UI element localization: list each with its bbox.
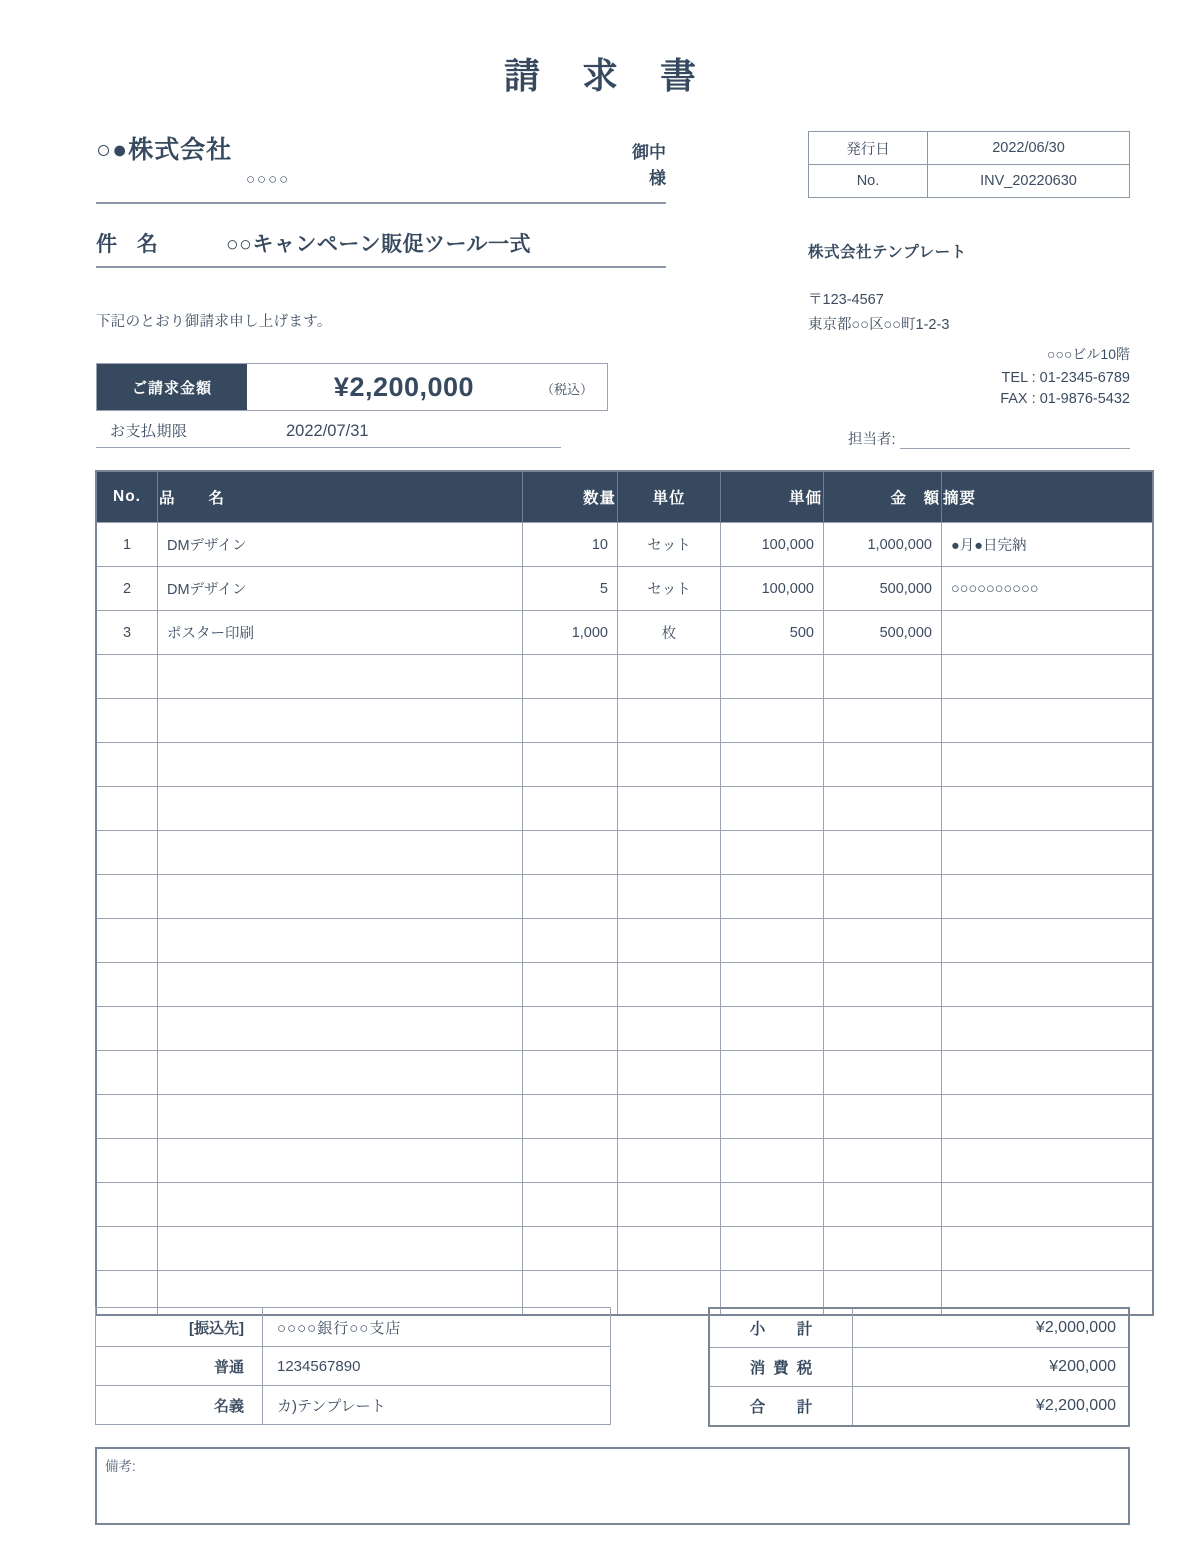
cell-price[interactable] (721, 875, 824, 919)
subject-label: 件 名 (96, 233, 165, 256)
cell-unit[interactable]: セット (618, 567, 721, 611)
cell-price[interactable]: 100,000 (721, 567, 824, 611)
recipient-company-name: ○●株式会社 (96, 136, 233, 164)
invoice-number-label: No. (809, 165, 928, 198)
payment-due-value: 2022/07/31 (286, 422, 369, 440)
cell-no[interactable] (96, 655, 158, 699)
cell-price[interactable] (721, 1007, 824, 1051)
billing-amount-label: ご請求金額 (97, 364, 247, 410)
cell-no[interactable] (96, 743, 158, 787)
cell-no[interactable] (96, 1139, 158, 1183)
cell-qty[interactable]: 1,000 (523, 611, 618, 655)
total-value: ¥2,000,000 (853, 1308, 1130, 1348)
cell-qty[interactable]: 10 (523, 523, 618, 567)
person-in-charge-label: 担当者: (848, 432, 896, 448)
bank-field-label: 名義 (96, 1386, 263, 1425)
cell-note[interactable] (942, 611, 1154, 655)
cell-unit[interactable] (618, 1095, 721, 1139)
cell-name[interactable]: ポスター印刷 (158, 611, 523, 655)
cell-price[interactable]: 100,000 (721, 523, 824, 567)
table-row (96, 523, 1153, 567)
cell-unit[interactable] (618, 1183, 721, 1227)
cell-qty[interactable] (523, 743, 618, 787)
cell-no[interactable] (96, 1051, 158, 1095)
table-row (96, 1386, 611, 1425)
cell-unit[interactable] (618, 787, 721, 831)
column-header-name: 品 名 (158, 471, 523, 523)
remarks-label: 備考: (105, 1459, 136, 1474)
cell-amount[interactable]: 500,000 (824, 567, 942, 611)
table-row (96, 919, 1153, 963)
cell-amount[interactable] (824, 963, 942, 1007)
recipient-company-honorific: 御中 (632, 143, 666, 162)
table-row (709, 1308, 1129, 1348)
cell-unit[interactable] (618, 831, 721, 875)
subject-value: ○○キャンペーン販促ツール一式 (226, 233, 532, 256)
issue-meta-table (808, 131, 1130, 198)
cell-unit[interactable] (618, 1227, 721, 1271)
cell-amount[interactable]: 500,000 (824, 611, 942, 655)
cell-qty[interactable] (523, 831, 618, 875)
issuer-postal-code: 〒123-4567 (808, 292, 884, 308)
table-row (96, 743, 1153, 787)
total-value: ¥200,000 (853, 1348, 1130, 1387)
cell-qty[interactable] (523, 655, 618, 699)
table-row (709, 1387, 1129, 1427)
cell-unit[interactable] (618, 963, 721, 1007)
total-label: 消費税 (709, 1348, 853, 1387)
cell-name[interactable] (158, 963, 523, 1007)
total-value: ¥2,200,000 (853, 1387, 1130, 1427)
cell-note[interactable] (942, 875, 1154, 919)
cell-no[interactable] (96, 919, 158, 963)
subject-row (96, 228, 666, 268)
issuer-address-line1: 東京都○○区○○町1-2-3 (808, 317, 950, 333)
cell-no[interactable]: 3 (96, 611, 158, 655)
bank-field-label: [振込先] (96, 1308, 263, 1347)
cell-unit[interactable] (618, 1007, 721, 1051)
bank-field-label: 普通 (96, 1347, 263, 1386)
table-row (709, 1348, 1129, 1387)
cell-name[interactable] (158, 655, 523, 699)
bank-transfer-box (95, 1307, 611, 1425)
statement-text: 下記のとおり御請求申し上げます。 (96, 314, 332, 330)
cell-no[interactable]: 1 (96, 523, 158, 567)
cell-name[interactable]: DMデザイン (158, 567, 523, 611)
cell-no[interactable] (96, 1183, 158, 1227)
cell-note[interactable] (942, 1183, 1154, 1227)
cell-unit[interactable] (618, 1139, 721, 1183)
cell-unit[interactable]: 枚 (618, 611, 721, 655)
recipient-sub-name: ○○○○ (246, 171, 291, 188)
cell-name[interactable] (158, 831, 523, 875)
cell-amount[interactable] (824, 831, 942, 875)
column-header-qty: 数量 (523, 471, 618, 523)
cell-price[interactable] (721, 1183, 824, 1227)
column-header-price: 単価 (721, 471, 824, 523)
cell-qty[interactable] (523, 1139, 618, 1183)
cell-qty[interactable]: 5 (523, 567, 618, 611)
cell-price[interactable] (721, 1095, 824, 1139)
cell-note[interactable] (942, 1139, 1154, 1183)
issuer-telephone: TEL : 01-2345-6789 (1001, 370, 1130, 386)
cell-unit[interactable] (618, 1271, 721, 1315)
cell-price[interactable] (721, 1139, 824, 1183)
cell-amount[interactable] (824, 1227, 942, 1271)
person-in-charge-field[interactable] (900, 428, 1130, 449)
page-title: 請 求 書 (503, 55, 712, 96)
cell-price[interactable] (721, 1227, 824, 1271)
cell-unit[interactable] (618, 743, 721, 787)
table-row (96, 831, 1153, 875)
cell-qty[interactable] (523, 919, 618, 963)
column-header-no: No. (96, 471, 158, 523)
cell-unit[interactable] (618, 1051, 721, 1095)
issue-date-value: 2022/06/30 (928, 132, 1130, 165)
cell-no[interactable]: 2 (96, 567, 158, 611)
person-in-charge-row (848, 428, 1130, 449)
invoice-number-value: INV_20220630 (928, 165, 1130, 198)
cell-price[interactable] (721, 743, 824, 787)
cell-amount[interactable] (824, 1007, 942, 1051)
table-row (96, 1347, 611, 1386)
cell-price[interactable] (721, 1051, 824, 1095)
cell-name[interactable] (158, 875, 523, 919)
recipient-secondary-line (96, 164, 666, 204)
cell-price[interactable] (721, 919, 824, 963)
table-row (809, 165, 1130, 198)
totals-box (708, 1307, 1130, 1427)
cell-amount[interactable] (824, 1095, 942, 1139)
table-row (96, 1007, 1153, 1051)
cell-name[interactable] (158, 1051, 523, 1095)
column-header-note: 摘要 (942, 471, 1154, 523)
cell-amount[interactable] (824, 1183, 942, 1227)
table-row (96, 1051, 1153, 1095)
cell-price[interactable] (721, 699, 824, 743)
bank-field-value[interactable]: カ)テンプレート (263, 1386, 611, 1425)
table-row (96, 1183, 1153, 1227)
cell-amount[interactable] (824, 655, 942, 699)
issuer-fax: FAX : 01-9876-5432 (1000, 391, 1130, 407)
billing-tax-note: （税込） (540, 382, 593, 397)
issuer-block (808, 240, 1130, 407)
cell-amount[interactable] (824, 787, 942, 831)
cell-note[interactable] (942, 1227, 1154, 1271)
table-row (96, 1095, 1153, 1139)
cell-qty[interactable] (523, 1051, 618, 1095)
cell-name[interactable] (158, 1183, 523, 1227)
cell-amount[interactable] (824, 1139, 942, 1183)
table-row (96, 963, 1153, 1007)
billing-amount-box (96, 363, 608, 411)
payment-due-row (96, 420, 561, 448)
cell-name[interactable] (158, 1227, 523, 1271)
cell-no[interactable] (96, 831, 158, 875)
remarks-box[interactable] (95, 1447, 1130, 1525)
cell-unit[interactable] (618, 919, 721, 963)
cell-qty[interactable] (523, 1007, 618, 1051)
cell-no[interactable] (96, 787, 158, 831)
cell-name[interactable] (158, 919, 523, 963)
cell-amount[interactable] (824, 699, 942, 743)
cell-unit[interactable] (618, 655, 721, 699)
cell-note[interactable] (942, 831, 1154, 875)
cell-unit[interactable]: セット (618, 523, 721, 567)
table-row (96, 611, 1153, 655)
table-row (96, 875, 1153, 919)
cell-name[interactable] (158, 1139, 523, 1183)
table-row (96, 787, 1153, 831)
cell-name[interactable] (158, 787, 523, 831)
cell-qty[interactable] (523, 1183, 618, 1227)
cell-no[interactable] (96, 699, 158, 743)
items-table-header-row (96, 471, 1153, 523)
cell-qty[interactable] (523, 1095, 618, 1139)
cell-qty[interactable] (523, 699, 618, 743)
cell-name[interactable] (158, 1095, 523, 1139)
cell-note[interactable] (942, 1051, 1154, 1095)
issuer-address-line2: ○○○ビル10階 (1047, 346, 1130, 362)
cell-note[interactable] (942, 1095, 1154, 1139)
cell-note[interactable] (942, 743, 1154, 787)
cell-unit[interactable] (618, 699, 721, 743)
cell-unit[interactable] (618, 875, 721, 919)
cell-price[interactable] (721, 655, 824, 699)
cell-price[interactable]: 500 (721, 611, 824, 655)
recipient-person-honorific: 様 (649, 169, 666, 188)
cell-note[interactable] (942, 1007, 1154, 1051)
cell-qty[interactable] (523, 787, 618, 831)
cell-qty[interactable] (523, 963, 618, 1007)
column-header-amount: 金 額 (824, 471, 942, 523)
cell-name[interactable] (158, 699, 523, 743)
cell-name[interactable] (158, 743, 523, 787)
issuer-company-name: 株式会社テンプレート (808, 244, 967, 261)
cell-price[interactable] (721, 787, 824, 831)
items-table (95, 470, 1154, 1316)
issue-date-label: 発行日 (809, 132, 928, 165)
cell-name[interactable] (158, 1007, 523, 1051)
total-label: 小 計 (709, 1308, 853, 1348)
table-row (96, 1139, 1153, 1183)
cell-note[interactable] (942, 655, 1154, 699)
cell-note[interactable] (942, 919, 1154, 963)
billing-amount-value: ¥2,200,000 (333, 371, 475, 402)
cell-price[interactable] (721, 963, 824, 1007)
table-row (96, 1227, 1153, 1271)
total-label: 合 計 (709, 1387, 853, 1427)
payment-due-label: お支払期限 (110, 423, 188, 440)
table-row (809, 132, 1130, 165)
cell-amount[interactable] (824, 743, 942, 787)
cell-note[interactable] (942, 963, 1154, 1007)
cell-no[interactable] (96, 1227, 158, 1271)
cell-note[interactable]: ●月●日完納 (942, 523, 1154, 567)
cell-no[interactable] (96, 1095, 158, 1139)
table-row (96, 1308, 611, 1347)
cell-no[interactable] (96, 963, 158, 1007)
table-row (96, 567, 1153, 611)
cell-amount[interactable] (824, 919, 942, 963)
cell-price[interactable] (721, 831, 824, 875)
table-row (96, 699, 1153, 743)
table-row (96, 655, 1153, 699)
cell-note[interactable] (942, 787, 1154, 831)
cell-amount[interactable] (824, 875, 942, 919)
recipient-block (96, 130, 666, 204)
bank-field-value[interactable]: ○○○○銀行○○支店 (263, 1308, 611, 1347)
cell-amount[interactable] (824, 1051, 942, 1095)
cell-name[interactable]: DMデザイン (158, 523, 523, 567)
cell-no[interactable] (96, 1007, 158, 1051)
cell-amount[interactable]: 1,000,000 (824, 523, 942, 567)
cell-note[interactable]: ○○○○○○○○○○ (942, 567, 1154, 611)
column-header-unit: 単位 (618, 471, 721, 523)
bank-field-value[interactable]: 1234567890 (263, 1347, 611, 1386)
cell-no[interactable] (96, 875, 158, 919)
cell-qty[interactable] (523, 1227, 618, 1271)
recipient-primary-line (96, 130, 666, 164)
cell-note[interactable] (942, 699, 1154, 743)
cell-qty[interactable] (523, 875, 618, 919)
